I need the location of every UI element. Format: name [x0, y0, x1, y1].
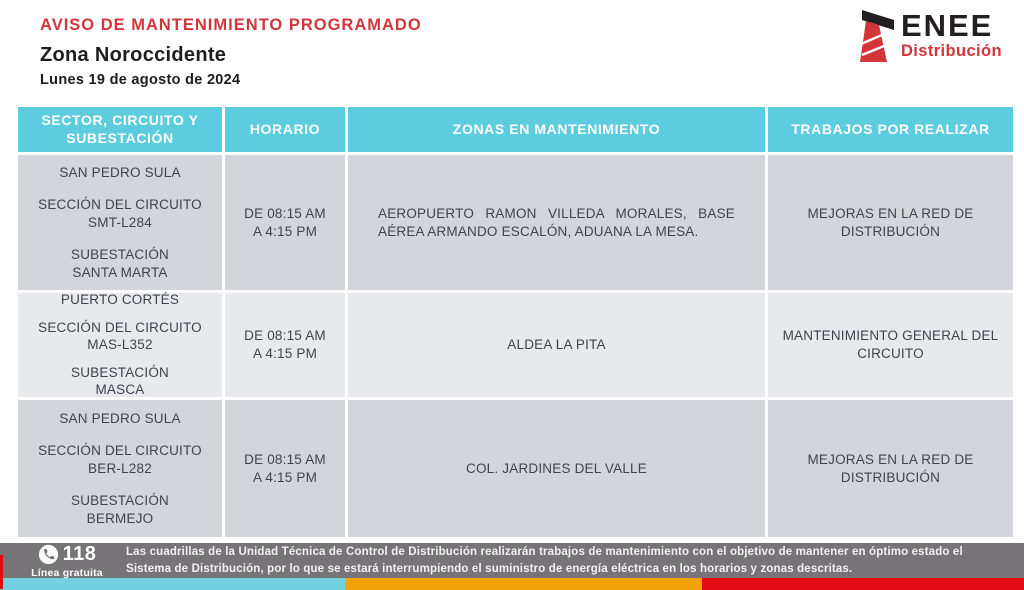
phone-number: 118 [62, 542, 97, 565]
substation-label: SUBESTACIÓN [71, 247, 169, 263]
zones-cell: AEROPUERTO RAMON VILLEDA MORALES, BASE AÉREA ARMANDO ESCALÓN, ADUANA LA MESA. [348, 155, 765, 290]
notice-title: AVISO DE MANTENIMIENTO PROGRAMADO [40, 16, 422, 34]
work-cell: MANTENIMIENTO GENERAL DEL CIRCUITO [768, 293, 1013, 397]
circuit-code: MAS-L352 [87, 337, 153, 353]
logo-name: ENEE [900, 8, 994, 43]
work-cell: MEJORAS EN LA RED DE DISTRIBUCIÓN [768, 155, 1013, 290]
substation-label: SUBESTACIÓN [71, 364, 169, 380]
substation-name: MASCA [95, 382, 145, 398]
footer-bar [0, 543, 1024, 578]
table-header-row [18, 107, 1013, 152]
logo-subtitle: Distribución [900, 42, 1002, 60]
table-row [18, 155, 1013, 290]
left-edge-accent [0, 555, 3, 589]
strip-cyan [0, 578, 345, 590]
col-header-horario: HORARIO [225, 107, 345, 152]
enee-logo [857, 8, 1002, 64]
enee-logo-icon [857, 8, 897, 64]
table-row [18, 293, 1013, 397]
sector-name: PUERTO CORTÉS [60, 292, 180, 308]
brand-color-strip [0, 578, 1024, 590]
notice-header [40, 16, 422, 88]
circuit-code: SMT-L284 [88, 214, 152, 230]
strip-orange [345, 578, 702, 590]
phone-label: Línea gratuita [31, 566, 103, 579]
zones-cell: COL. JARDINES DEL VALLE [348, 400, 765, 537]
sector-name: SAN PEDRO SULA [59, 164, 181, 180]
circuit-label: SECCIÓN DEL CIRCUITO [38, 443, 202, 459]
work-cell: MEJORAS EN LA RED DE DISTRIBUCIÓN [768, 400, 1013, 537]
zones-cell: ALDEA LA PITA [348, 293, 765, 397]
circuit-label: SECCIÓN DEL CIRCUITO [38, 319, 202, 335]
sector-cell [18, 293, 222, 397]
footer-message: Las cuadrillas de la Unidad Técnica de Control de Distribución realizarán trabajos de mantenimiento con el objetivo de mantener en óptimo estado el Sistema de Distribución, por lo que se estará interrumpiendo el suministro de energía eléctrica en los horarios y zonas descritas. [126, 545, 963, 575]
substation-name: SANTA MARTA [72, 264, 168, 280]
maintenance-table [18, 107, 1013, 540]
schedule-cell: DE 08:15 AM A 4:15 PM [225, 293, 345, 397]
sector-cell [18, 400, 222, 537]
substation-label: SUBESTACIÓN [71, 493, 169, 509]
sector-cell [18, 155, 222, 290]
strip-red [702, 578, 1024, 590]
phone-block [8, 543, 126, 579]
zone-title: Zona Noroccidente [40, 44, 227, 66]
substation-name: BERMEJO [86, 510, 154, 526]
schedule-cell: DE 08:15 AM A 4:15 PM [225, 400, 345, 537]
sector-name: SAN PEDRO SULA [59, 410, 181, 426]
col-header-sector: SECTOR, CIRCUITO Y SUBESTACIÓN [18, 107, 222, 152]
table-row [18, 400, 1013, 537]
phone-icon [38, 544, 59, 565]
col-header-trabajos: TRABAJOS POR REALIZAR [768, 107, 1013, 152]
circuit-label: SECCIÓN DEL CIRCUITO [38, 197, 202, 213]
schedule-cell: DE 08:15 AM A 4:15 PM [225, 155, 345, 290]
notice-date: Lunes 19 de agosto de 2024 [40, 72, 241, 88]
col-header-zonas: ZONAS EN MANTENIMIENTO [348, 107, 765, 152]
circuit-code: BER-L282 [88, 460, 152, 476]
